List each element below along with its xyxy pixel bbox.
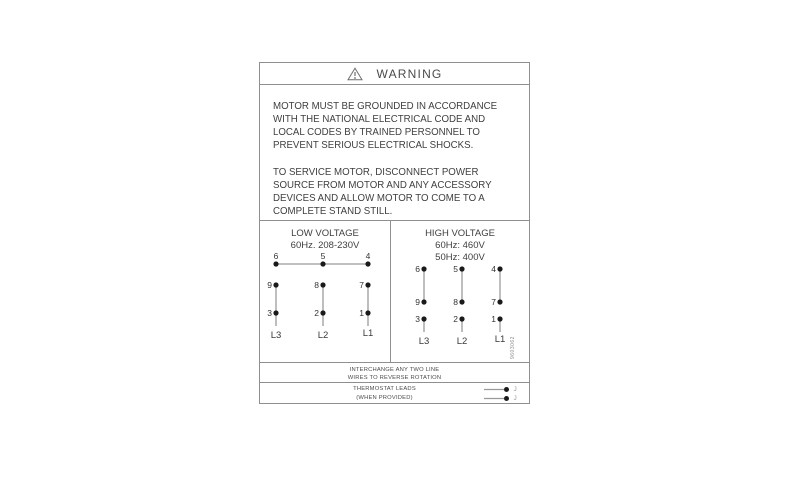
high-voltage-panel — [391, 221, 529, 362]
warning-header — [260, 63, 529, 85]
high-voltage-title: HIGH VOLTAGE — [425, 228, 495, 239]
part-number: 9603062 — [510, 336, 516, 359]
service-line-4: COMPLETE STAND STILL. — [273, 206, 393, 217]
service-line-2: SOURCE FROM MOTOR AND ANY ACCESSORY — [273, 180, 492, 191]
lv-line-L3: L3 — [270, 330, 282, 341]
lv-line-L1: L1 — [362, 328, 374, 339]
warning-triangle-icon — [347, 67, 363, 81]
hv-line-L3: L3 — [418, 336, 430, 347]
voltage-section — [260, 220, 529, 362]
lead-label-1: J — [513, 386, 517, 393]
thermostat-line-2: (WHEN PROVIDED) — [356, 395, 413, 401]
grounding-line-1: MOTOR MUST BE GROUNDED IN ACCORDANCE — [273, 101, 498, 112]
lv-terminal-8: 8 — [314, 280, 319, 290]
lv-terminal-6: 6 — [273, 251, 279, 261]
lv-terminal-1: 1 — [359, 308, 364, 318]
hv-terminal-3: 3 — [415, 314, 420, 324]
thermostat-line-1: THERMOSTAT LEADS — [353, 386, 416, 392]
hv-terminal-8: 8 — [453, 297, 458, 307]
warning-body — [260, 85, 529, 220]
rotation-note — [260, 362, 529, 382]
low-voltage-title: LOW VOLTAGE — [291, 228, 359, 239]
grounding-line-3: LOCAL CODES BY TRAINED PERSONNEL TO — [273, 127, 480, 138]
hv-terminal-7: 7 — [491, 297, 496, 307]
service-paragraph — [273, 166, 519, 218]
thermostat-lead-1 — [484, 385, 517, 394]
hv-terminal-2: 2 — [453, 314, 458, 324]
lv-line-L2: L2 — [317, 330, 329, 341]
lv-terminal-7: 7 — [359, 280, 364, 290]
high-voltage-subtitle-60hz: 60Hz: 460V — [435, 240, 485, 251]
grounding-paragraph — [273, 100, 519, 152]
warning-title: WARNING — [376, 66, 443, 81]
hv-terminal-5: 5 — [453, 264, 458, 274]
thermostat-lead-2 — [484, 394, 517, 403]
hv-line-L2: L2 — [456, 336, 468, 347]
low-voltage-subtitle: 60Hz. 208-230V — [290, 240, 360, 251]
lv-terminal-5: 5 — [320, 251, 326, 261]
low-voltage-wiring-diagram — [260, 221, 391, 363]
hv-terminal-6: 6 — [415, 264, 420, 274]
thermostat-note — [260, 382, 529, 403]
service-line-3: DEVICES AND ALLOW MOTOR TO COME TO A — [273, 193, 485, 204]
grounding-line-2: WITH THE NATIONAL ELECTRICAL CODE AND — [273, 114, 486, 125]
hv-line-L1: L1 — [494, 334, 506, 345]
hv-terminal-1: 1 — [491, 314, 496, 324]
motor-warning-label — [259, 62, 530, 404]
lv-terminal-3: 3 — [267, 308, 272, 318]
high-voltage-subtitle-50hz: 50Hz: 400V — [435, 252, 485, 263]
thermostat-text — [250, 385, 519, 403]
low-voltage-panel — [260, 221, 391, 362]
lead-label-2: J — [513, 395, 517, 402]
lv-terminal-2: 2 — [314, 308, 319, 318]
rotation-note-line-1: INTERCHANGE ANY TWO LINE — [349, 367, 440, 373]
grounding-line-4: PREVENT SERIOUS ELECTRICAL SHOCKS. — [273, 140, 474, 151]
service-line-1: TO SERVICE MOTOR, DISCONNECT POWER — [273, 167, 479, 178]
lead-wire-icon — [484, 386, 510, 393]
hv-terminal-9: 9 — [415, 297, 420, 307]
hv-terminal-4: 4 — [491, 264, 496, 274]
lv-terminal-4: 4 — [365, 251, 371, 261]
lead-wire-icon — [484, 395, 510, 402]
rotation-note-line-2: WIRES TO REVERSE ROTATION — [347, 375, 442, 381]
lv-terminal-9: 9 — [267, 280, 272, 290]
